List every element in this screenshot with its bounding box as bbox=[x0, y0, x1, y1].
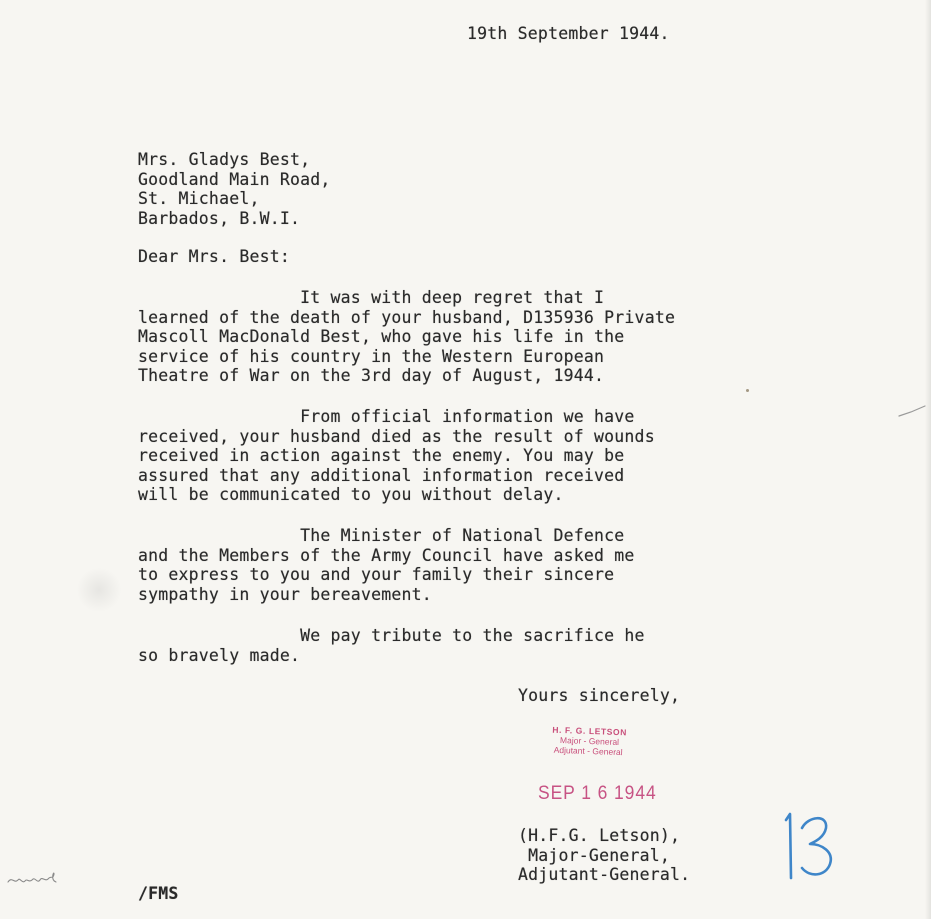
paragraph-line: It was with deep regret that I bbox=[138, 288, 605, 307]
address-line: Goodland Main Road, bbox=[138, 169, 331, 189]
signature-line: Adjutant-General. bbox=[518, 865, 691, 885]
paragraph-line: received in action against the enemy. You may be bbox=[138, 446, 625, 466]
paragraph-sympathy bbox=[138, 526, 635, 604]
stamp-rank: Major - General bbox=[559, 734, 620, 748]
address-line: Barbados, B.W.I. bbox=[138, 208, 301, 228]
letter-closing: Yours sincerely, bbox=[518, 686, 681, 705]
pencil-note bbox=[4, 862, 66, 890]
letter-date: 19th September 1944. bbox=[467, 24, 670, 43]
handwritten-number-13 bbox=[776, 806, 840, 886]
paper-speck bbox=[746, 389, 749, 392]
paragraph-line: so bravely made. bbox=[138, 645, 301, 665]
paper-smudge bbox=[76, 568, 122, 612]
paragraph-line: Mascoll MacDonald Best, who gave his life in the bbox=[138, 327, 625, 347]
paragraph-line: will be communicated to you without delay. bbox=[138, 485, 564, 505]
paragraph-line: to express to you and your family their sincere bbox=[138, 565, 615, 585]
signature-block bbox=[518, 826, 690, 885]
paragraph-line: We pay tribute to the sacrifice he bbox=[138, 626, 645, 645]
address-line: Mrs. Gladys Best, bbox=[138, 150, 311, 169]
signature-line: Major-General, bbox=[518, 845, 671, 865]
paragraph-line: sympathy in your bereavement. bbox=[138, 584, 432, 604]
paragraph-line: learned of the death of your husband, D135936 Private bbox=[138, 307, 676, 327]
signature-stamp bbox=[551, 725, 627, 758]
signature-line: (H.F.G. Letson), bbox=[518, 826, 681, 845]
paragraph-line: service of his country in the Western European bbox=[138, 346, 605, 366]
paragraph-line: and the Members of the Army Council have asked me bbox=[138, 545, 635, 565]
paragraph-line: The Minister of National Defence bbox=[138, 526, 625, 545]
received-date-stamp: SEP 1 6 1944 bbox=[538, 783, 657, 804]
address-line: St. Michael, bbox=[138, 189, 260, 209]
paragraph-line: Theatre of War on the 3rd day of August, 1944. bbox=[138, 366, 605, 386]
paragraph-line: assured that any additional information received bbox=[138, 465, 625, 485]
paragraph-official-information bbox=[138, 407, 655, 505]
stamp-name: H. F. G. LETSON bbox=[552, 724, 628, 738]
margin-pencil-mark bbox=[897, 404, 927, 420]
salutation: Dear Mrs. Best: bbox=[138, 247, 291, 266]
paragraph-line: From official information we have bbox=[138, 407, 635, 426]
stamp-appointment: Adjutant - General bbox=[553, 744, 623, 758]
paragraph-condolence bbox=[138, 288, 675, 386]
typist-initials: /FMS bbox=[138, 884, 179, 903]
recipient-address bbox=[138, 150, 331, 228]
page-edge-shadow bbox=[925, 0, 931, 919]
paragraph-tribute bbox=[138, 626, 645, 665]
paragraph-line: received, your husband died as the result of wounds bbox=[138, 426, 655, 446]
